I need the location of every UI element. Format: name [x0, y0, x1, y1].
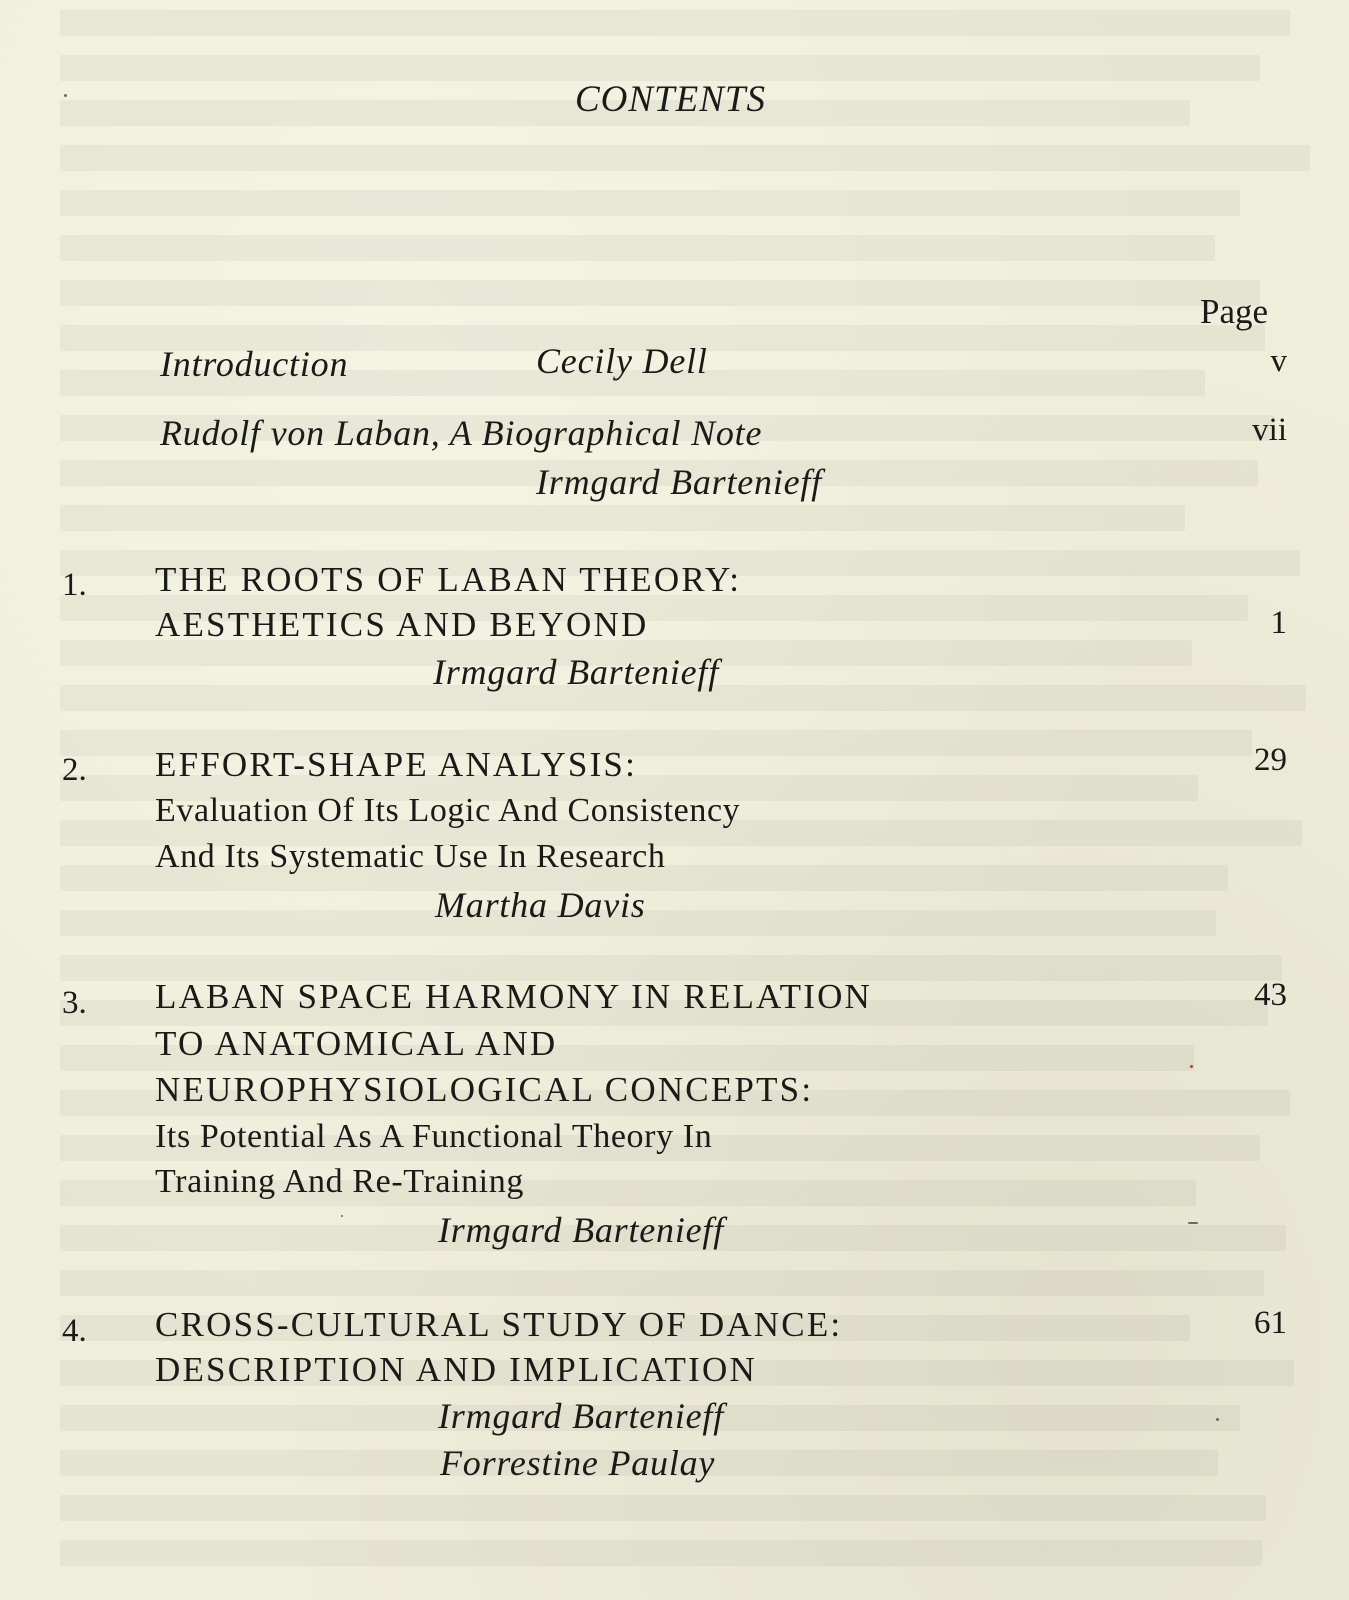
chapter-number: 3. — [62, 985, 87, 1021]
bleed-line — [60, 1485, 1349, 1530]
toc-entry-page: v — [1270, 343, 1287, 379]
bleed-line — [60, 1530, 1349, 1575]
bleed-bar — [60, 190, 1240, 216]
paper-speck — [1216, 1418, 1219, 1421]
chapter-subtitle-line: Training And Re-Training — [155, 1163, 524, 1200]
bleed-bar — [60, 1495, 1266, 1521]
bleed-line — [60, 180, 1349, 225]
chapter-number: 1. — [62, 567, 87, 603]
bleed-bar — [60, 145, 1310, 171]
chapter-number: 2. — [62, 752, 87, 788]
toc-entry-title: Introduction — [160, 344, 349, 384]
paper-speck — [1190, 1065, 1193, 1068]
chapter-title-line: DESCRIPTION AND IMPLICATION — [155, 1350, 757, 1389]
paper-speck — [1188, 1222, 1198, 1224]
bleed-bar — [60, 1270, 1264, 1296]
chapter-subtitle-line: Its Potential As A Functional Theory In — [155, 1118, 713, 1155]
bleed-line — [60, 900, 1349, 945]
chapter-page: 1 — [1270, 605, 1287, 641]
toc-entry-author: Cecily Dell — [536, 341, 708, 381]
chapter-title-line: AESTHETICS AND BEYOND — [155, 605, 649, 644]
bleed-line — [60, 270, 1349, 315]
chapter-author: Forrestine Paulay — [440, 1443, 716, 1483]
toc-entry-page: vii — [1252, 412, 1287, 448]
chapter-author: Irmgard Bartenieff — [438, 1396, 725, 1436]
bleed-line — [60, 0, 1349, 45]
chapter-title-line: LABAN SPACE HARMONY IN RELATION — [155, 977, 873, 1016]
bleed-bar — [60, 280, 1260, 306]
chapter-page: 43 — [1254, 977, 1287, 1013]
chapter-subtitle-line: And Its Systematic Use In Research — [155, 838, 666, 875]
bleed-bar — [60, 505, 1185, 531]
chapter-author: Martha Davis — [435, 885, 646, 925]
paper-speck — [341, 1215, 343, 1217]
paper-speck — [64, 94, 67, 97]
chapter-page: 29 — [1254, 742, 1287, 778]
chapter-title-line: NEUROPHYSIOLOGICAL CONCEPTS: — [155, 1070, 814, 1109]
toc-entry-author: Irmgard Bartenieff — [536, 462, 823, 502]
chapter-title-line: EFFORT-SHAPE ANALYSIS: — [155, 745, 638, 784]
bleed-line — [60, 225, 1349, 270]
bleed-bar — [60, 235, 1215, 261]
contents-heading-text: CONTENTS — [574, 79, 766, 120]
bleed-line — [60, 1260, 1349, 1305]
bleed-bar — [60, 1540, 1262, 1566]
bleed-bar — [60, 10, 1290, 36]
chapter-page: 61 — [1254, 1305, 1287, 1341]
toc-entry-title: Rudolf von Laban, A Biographical Note — [160, 413, 763, 453]
contents-heading — [0, 78, 1349, 121]
chapter-title-line: CROSS-CULTURAL STUDY OF DANCE: — [155, 1305, 843, 1344]
chapter-author: Irmgard Bartenieff — [438, 1210, 725, 1250]
page-column-label: Page — [1200, 292, 1269, 331]
chapter-subtitle-line: Evaluation Of Its Logic And Consistency — [155, 792, 741, 829]
chapter-title-line: TO ANATOMICAL AND — [155, 1024, 558, 1063]
chapter-author: Irmgard Bartenieff — [433, 652, 720, 692]
chapter-title-line: THE ROOTS OF LABAN THEORY: — [155, 560, 742, 599]
bleed-line — [60, 135, 1349, 180]
chapter-number: 4. — [62, 1313, 87, 1349]
